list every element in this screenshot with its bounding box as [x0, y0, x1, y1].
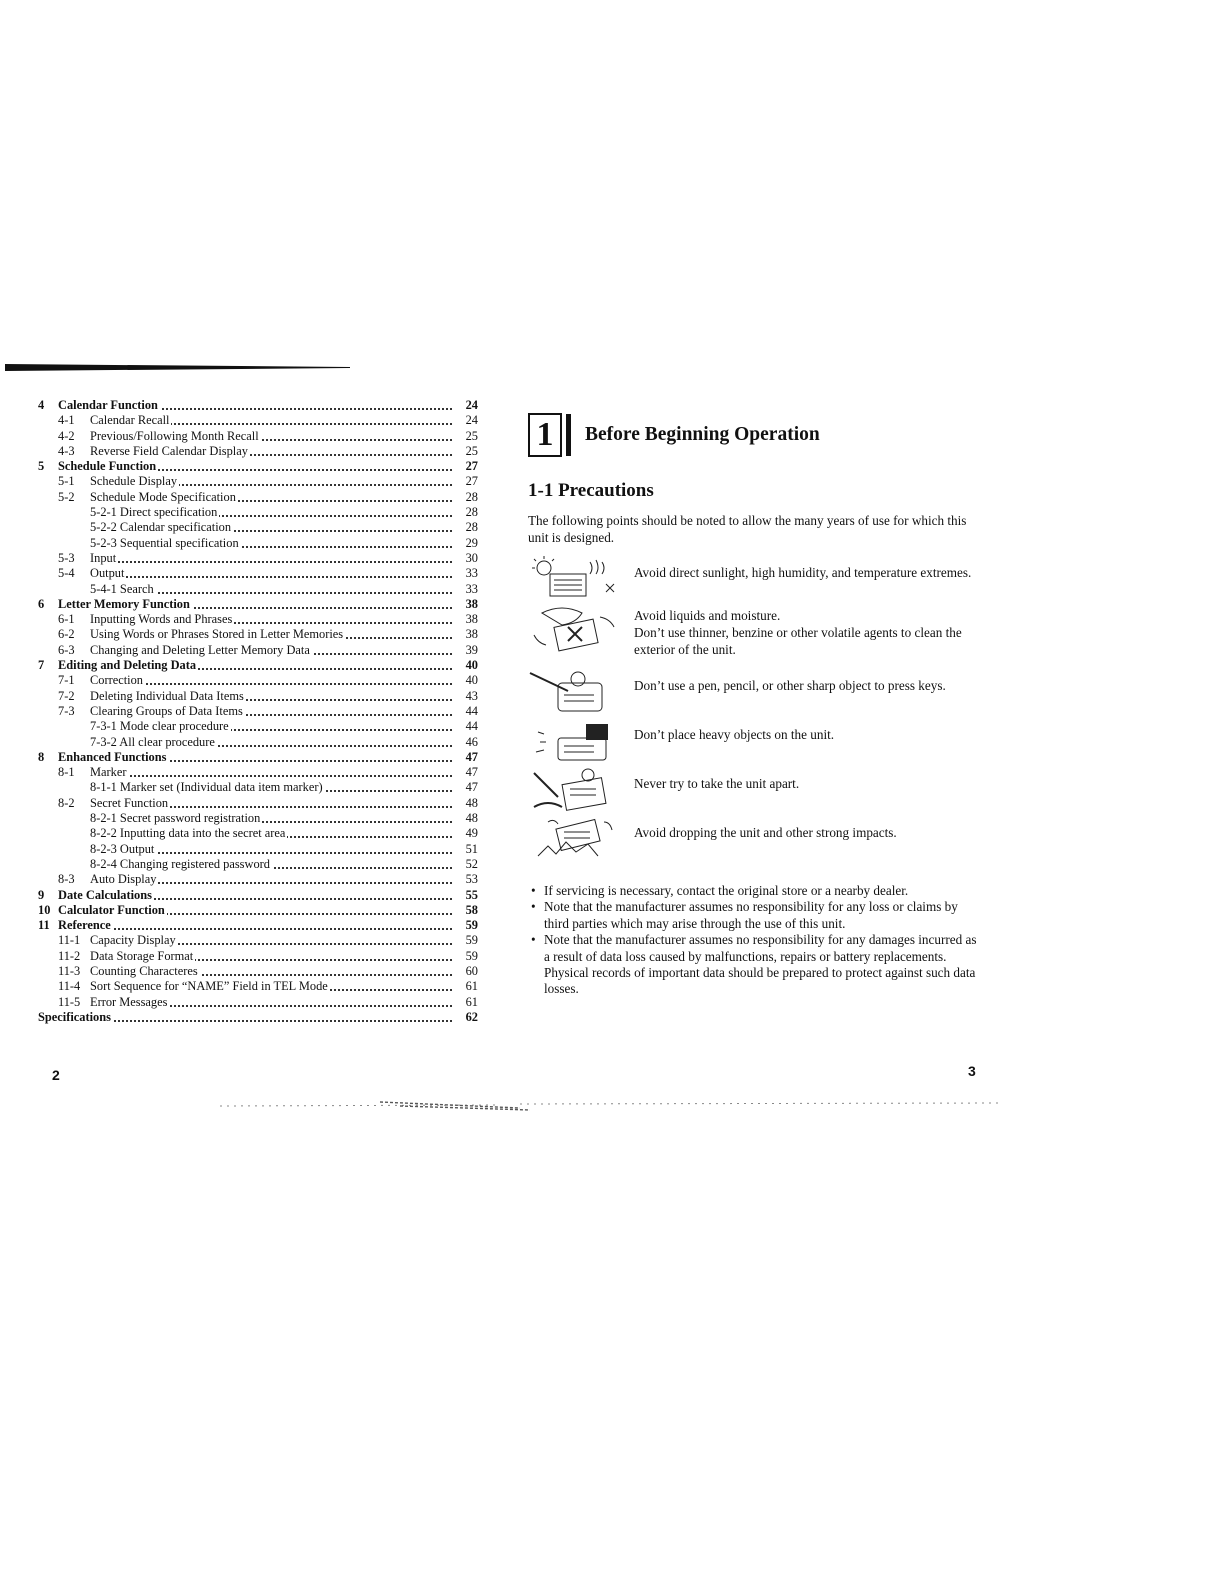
toc-entry-label: Clearing Groups of Data Items: [90, 703, 243, 718]
precaution-item: [528, 816, 983, 865]
toc-entry-page: 28: [454, 505, 478, 520]
toc-entry-page: 47: [454, 765, 478, 780]
toc-leader-dots: [90, 576, 452, 578]
toc-entry: [38, 1010, 478, 1025]
toc-entry: [38, 536, 478, 551]
right-page-content: [528, 412, 983, 998]
toc-entry-number: 4-3: [58, 443, 75, 458]
toc-entry-label: Schedule Mode Specification: [90, 489, 236, 504]
intro-paragraph: The following points should be noted to allow the many years of use for which this unit is designed.: [528, 513, 967, 545]
toc-entry-page: 38: [454, 627, 478, 642]
toc-entry-page: 48: [454, 811, 478, 826]
toc-entry: [38, 474, 478, 489]
toc-entry: [38, 735, 478, 750]
toc-entry-label: Marker: [90, 765, 127, 780]
toc-entry-page: 24: [454, 398, 478, 413]
toc-entry: [38, 888, 478, 903]
toc-entry-page: 25: [454, 429, 478, 444]
toc-entry-page: 29: [454, 536, 478, 551]
toc-entry-number: 11-2: [58, 948, 81, 963]
toc-entry-number: 7-1: [58, 673, 75, 688]
toc-entry: [38, 842, 478, 857]
toc-entry-page: 53: [454, 872, 478, 887]
toc-entry: [38, 551, 478, 566]
toc-entry-number: 6-3: [58, 642, 75, 657]
toc-entry: [38, 704, 478, 719]
toc-entry-label: Schedule Function: [58, 459, 157, 474]
toc-entry-page: 62: [454, 1010, 478, 1025]
toc-leader-dots: [58, 928, 452, 930]
precautions-list: [528, 556, 983, 865]
toc-entry-label: Letter Memory Function: [58, 596, 190, 611]
toc-entry-label: Reverse Field Calendar Display: [90, 443, 248, 458]
toc-entry-label: 8-2-2 Inputting data into the secret area: [90, 826, 286, 841]
toc-entry-number: 11-3: [58, 963, 81, 978]
toc-entry-page: 51: [454, 842, 478, 857]
toc-entry-label: Counting Characteres: [90, 963, 198, 978]
toc-entry-number: 4-2: [58, 428, 75, 443]
toc-entry-label: Calculator Function: [58, 902, 165, 917]
toc-entry-number: 5-1: [58, 474, 75, 489]
toc-entry-page: 46: [454, 735, 478, 750]
precaution-text: Avoid direct sunlight, high humidity, and temperature extremes.: [634, 565, 972, 580]
toc-entry-label: Using Words or Phrases Stored in Letter Memories: [90, 627, 344, 642]
toc-entry: [38, 566, 478, 581]
chapter-number: 1: [528, 413, 562, 457]
toc-entry-label: 7-3-2 All clear procedure: [90, 734, 215, 749]
top-rule: [5, 364, 350, 371]
drop-impact-illustration: [528, 816, 624, 864]
toc-entry: [38, 643, 478, 658]
toc-entry-page: 49: [454, 826, 478, 841]
note-bullet: • If servicing is necessary, contact the original store or a nearby dealer.: [528, 883, 983, 899]
toc-entry-label: Capacity Display: [90, 933, 176, 948]
toc-entry-page: 44: [454, 704, 478, 719]
toc-entry: [38, 673, 478, 688]
toc-entry-label: Specifications: [38, 1009, 111, 1024]
toc-entry-label: Reference: [58, 918, 111, 933]
toc-entry-page: 47: [454, 780, 478, 795]
toc-entry: [38, 627, 478, 642]
toc-entry-number: 6-1: [58, 612, 75, 627]
toc-entry-page: 39: [454, 643, 478, 658]
toc-entry-label: 8-2-4 Changing registered password: [90, 856, 270, 871]
precaution-text: Don’t place heavy objects on the unit.: [634, 727, 835, 742]
toc-entry-label: Sort Sequence for “NAME” Field in TEL Mode: [90, 979, 328, 994]
toc-entry-number: 5-4: [58, 566, 75, 581]
toc-entry: [38, 505, 478, 520]
toc-entry-number: 11-4: [58, 979, 81, 994]
pen-press-illustration: [528, 669, 624, 717]
toc-entry-page: 28: [454, 520, 478, 535]
toc-entry-page: 60: [454, 964, 478, 979]
toc-entry-page: 28: [454, 490, 478, 505]
toc-entry-page: 44: [454, 719, 478, 734]
toc-entry-page: 27: [454, 474, 478, 489]
toc-entry-label: 5-2-3 Sequential specification: [90, 535, 239, 550]
toc-entry-page: 43: [454, 689, 478, 704]
toc-entry-number: 6: [38, 596, 45, 611]
toc-entry-number: 11: [38, 918, 50, 933]
table-of-contents: [38, 398, 478, 1025]
toc-entry-label: Inputting Words and Phrases: [90, 612, 233, 627]
toc-entry: [38, 826, 478, 841]
toc-entry-page: 59: [454, 949, 478, 964]
toc-entry: [38, 979, 478, 994]
toc-entry-label: Editing and Deleting Data: [58, 658, 197, 673]
toc-entry: [38, 995, 478, 1010]
toc-entry-page: 55: [454, 888, 478, 903]
precaution-item: [528, 718, 983, 767]
toc-entry-number: 5-2: [58, 489, 75, 504]
precaution-item: [528, 556, 983, 605]
precaution-text: Don’t use a pen, pencil, or other sharp object to press keys.: [634, 678, 946, 693]
toc-entry: [38, 750, 478, 765]
toc-entry-label: Date Calculations: [58, 887, 152, 902]
toc-entry-label: Changing and Deleting Letter Memory Data: [90, 642, 310, 657]
toc-entry-number: 4-1: [58, 413, 75, 428]
toc-entry-label: Calendar Function: [58, 398, 158, 412]
toc-entry: [38, 765, 478, 780]
toc-entry-label: Auto Display: [90, 872, 157, 887]
toc-entry: [38, 490, 478, 505]
toc-entry-label: 8-2-3 Output: [90, 841, 155, 856]
precaution-text: Never try to take the unit apart.: [634, 776, 800, 791]
toc-entry-label: Correction: [90, 673, 143, 688]
toc-entry-page: 58: [454, 903, 478, 918]
toc-entry: [38, 857, 478, 872]
toc-entry: [38, 933, 478, 948]
toc-entry-number: 7-3: [58, 703, 75, 718]
toc-entry-page: 48: [454, 796, 478, 811]
toc-entry-page: 47: [454, 750, 478, 765]
toc-leader-dots: [90, 561, 452, 563]
toc-entry: [38, 429, 478, 444]
toc-entry-label: Secret Function: [90, 795, 169, 810]
toc-entry-label: Calendar Recall: [90, 413, 170, 428]
toc-entry: [38, 918, 478, 933]
toc-entry: [38, 582, 478, 597]
toc-entry-label: Error Messages: [90, 994, 168, 1009]
precaution-item: [528, 669, 983, 718]
toc-entry-label: 8-1-1 Marker set (Individual data item marker): [90, 780, 323, 795]
toc-entry-page: 38: [454, 597, 478, 612]
toc-entry: [38, 459, 478, 474]
scan-noise: [200, 1096, 1000, 1114]
toc-entry-number: 6-2: [58, 627, 75, 642]
toc-entry: [38, 398, 478, 413]
toc-entry-number: 5: [38, 459, 45, 474]
toc-entry-label: Schedule Display: [90, 474, 178, 489]
toc-entry: [38, 689, 478, 704]
toc-entry-page: 52: [454, 857, 478, 872]
right-page-number: 3: [968, 1063, 976, 1079]
toc-entry: [38, 796, 478, 811]
toc-entry-page: 25: [454, 444, 478, 459]
heavy-object-illustration: [528, 718, 624, 766]
toc-entry-label: 8-2-1 Secret password registration: [90, 811, 261, 826]
toc-entry-number: 10: [38, 902, 51, 917]
toc-entry-label: 5-2-1 Direct specification: [90, 505, 218, 520]
precaution-item: [528, 767, 983, 816]
toc-entry-number: 9: [38, 887, 45, 902]
toc-entry-number: 11-5: [58, 994, 81, 1009]
chapter-bar: [566, 414, 571, 456]
toc-entry-page: 33: [454, 566, 478, 581]
toc-entry-page: 30: [454, 551, 478, 566]
liquid-spill-illustration: [528, 605, 624, 653]
chapter-title: Before Beginning Operation: [585, 424, 820, 445]
precaution-text: Avoid dropping the unit and other strong impacts.: [634, 825, 897, 840]
toc-entry-label: Input: [90, 550, 117, 565]
toc-entry-page: 40: [454, 658, 478, 673]
precaution-item: [528, 605, 983, 669]
toc-entry-page: 59: [454, 933, 478, 948]
toc-entry-page: 38: [454, 612, 478, 627]
toc-entry: [38, 719, 478, 734]
toc-entry: [38, 444, 478, 459]
toc-entry-page: 24: [454, 413, 478, 428]
toc-entry-label: Previous/Following Month Recall: [90, 428, 259, 443]
toc-entry: [38, 612, 478, 627]
toc-entry-number: 4: [38, 398, 45, 412]
toc-entry-number: 7: [38, 658, 45, 673]
toc-entry-label: Enhanced Functions: [58, 749, 167, 764]
precaution-text: Avoid liquids and moisture. Don’t use thinner, benzine or other volatile agents to clean the exterior of the unit.: [634, 608, 962, 657]
note-bullet: • Note that the manufacturer assumes no responsibility for any loss or claims by third parties which may arise through the use of this unit.: [528, 899, 983, 932]
toc-leader-dots: [90, 775, 452, 777]
toc-entry-label: Deleting Individual Data Items: [90, 688, 244, 703]
toc-entry-label: Output: [90, 566, 125, 581]
sun-heat-illustration: [528, 556, 624, 604]
toc-entry: [38, 780, 478, 795]
toc-entry: [38, 658, 478, 673]
toc-entry: [38, 949, 478, 964]
toc-entry: [38, 520, 478, 535]
toc-entry-number: 5-3: [58, 550, 75, 565]
toc-entry-number: 8: [38, 749, 45, 764]
toc-entry-label: 7-3-1 Mode clear procedure: [90, 719, 229, 734]
toc-entry-page: 40: [454, 673, 478, 688]
left-page-number: 2: [52, 1067, 60, 1083]
toc-entry-label: 5-2-2 Calendar specification: [90, 520, 232, 535]
toc-entry-label: 5-4-1 Search: [90, 581, 154, 596]
toc-entry-number: 8-1: [58, 765, 75, 780]
toc-entry-number: 8-2: [58, 795, 75, 810]
toc-entry-page: 61: [454, 995, 478, 1010]
toc-entry-number: 11-1: [58, 933, 81, 948]
chapter-heading: [528, 412, 983, 458]
toc-entry: [38, 872, 478, 887]
toc-entry-number: 7-2: [58, 688, 75, 703]
toc-entry-number: 8-3: [58, 872, 75, 887]
toc-entry: [38, 811, 478, 826]
toc-entry: [38, 903, 478, 918]
toc-entry-page: 27: [454, 459, 478, 474]
toc-entry-page: 33: [454, 582, 478, 597]
toc-entry-page: 61: [454, 979, 478, 994]
tools-disassembly-illustration: [528, 767, 624, 815]
notes-list: [528, 883, 983, 998]
toc-entry: [38, 413, 478, 428]
toc-entry: [38, 964, 478, 979]
section-title: 1-1 Precautions: [528, 480, 654, 501]
toc-entry: [38, 597, 478, 612]
toc-entry-label: Data Storage Format: [90, 948, 194, 963]
toc-entry-page: 59: [454, 918, 478, 933]
note-bullet: • Note that the manufacturer assumes no responsibility for any damages incurred as a result of data loss caused by malfunctions, repairs or battery replacements. Physical records of important data should be prepared to protect against such data losses.: [528, 932, 983, 998]
